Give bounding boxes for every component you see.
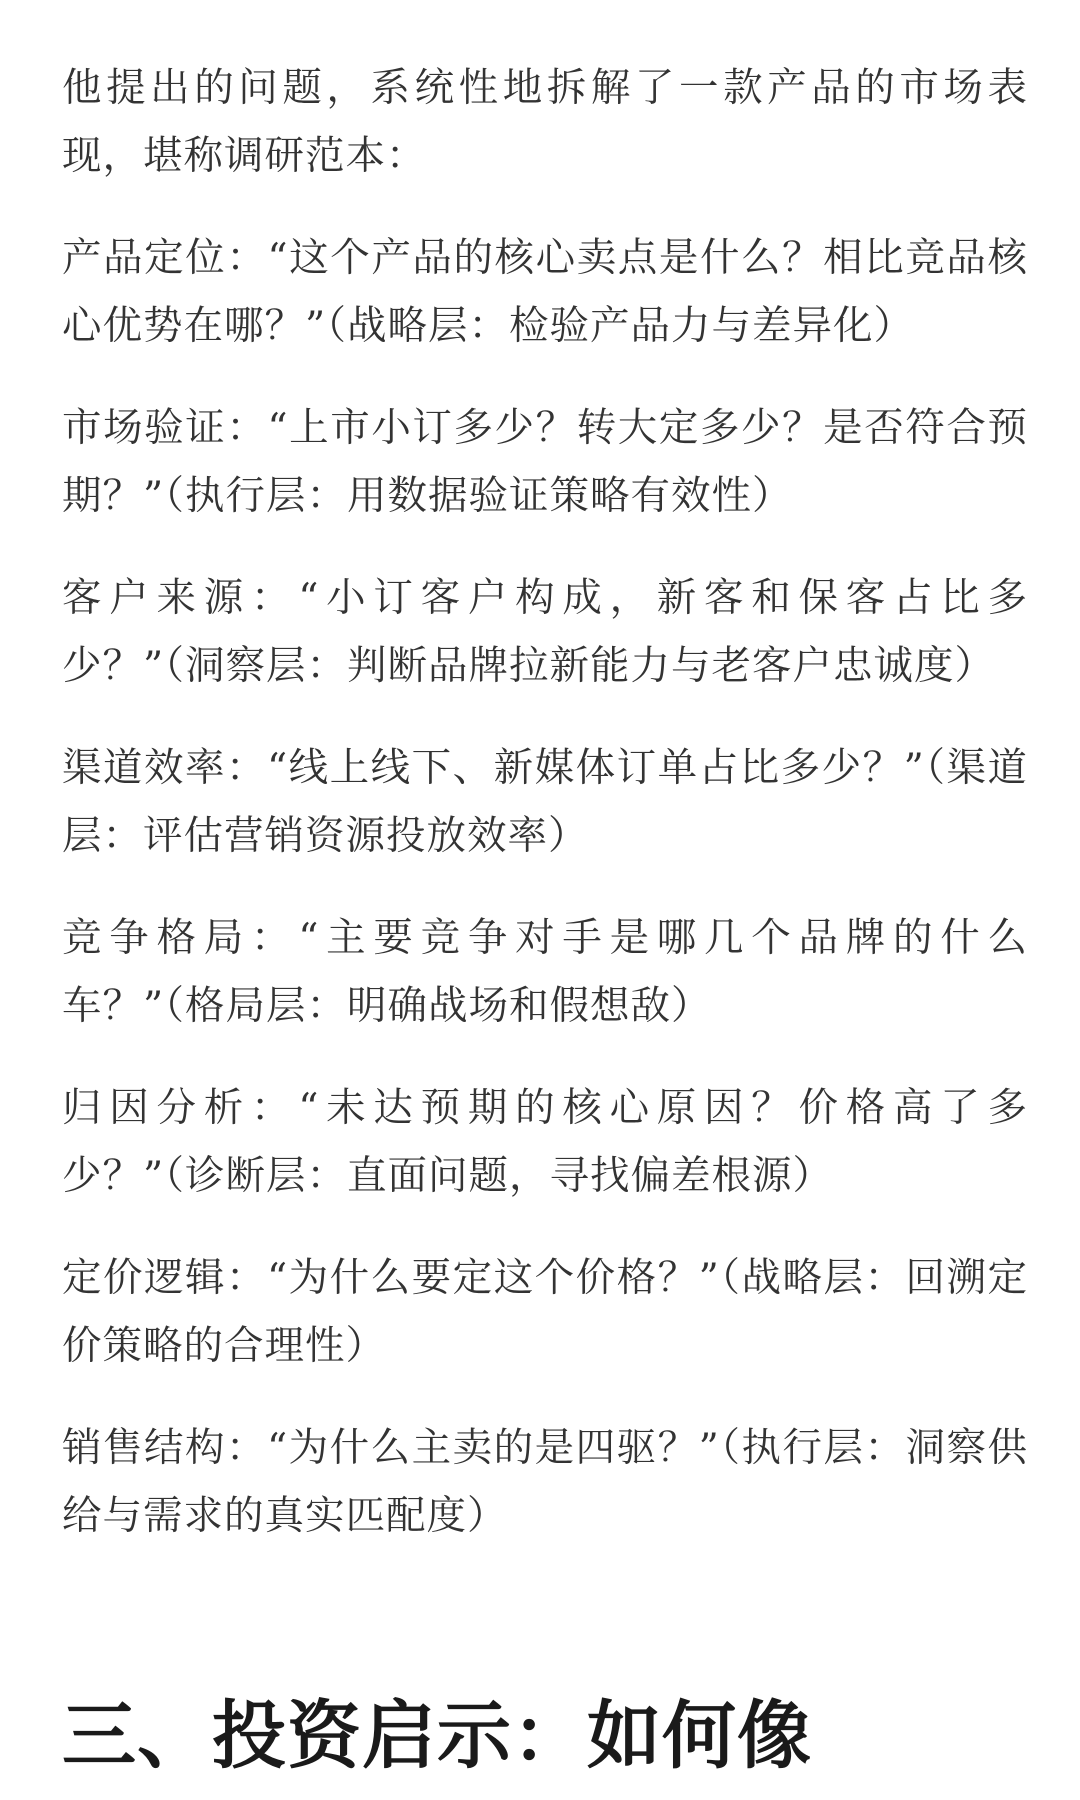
question-pricing-logic: 定价逻辑：“为什么要定这个价格？”（战略层：回溯定价策略的合理性） [62,1255,1028,1369]
question-competition: 竞争格局：“主要竞争对手是哪几个品牌的什么车？”（格局层：明确战场和假想敌） [62,915,1028,1029]
question-channel-efficiency: 渠道效率：“线上线下、新媒体订单占比多少？”（渠道层：评估营销资源投放效率） [62,745,1028,859]
intro-paragraph: 他提出的问题，系统性地拆解了一款产品的市场表现，堪称调研范本： [62,65,1028,179]
section-heading: 三、投资启示：如何像 [62,1693,812,1779]
question-product-positioning: 产品定位：“这个产品的核心卖点是什么？相比竞品核心优势在哪？”（战略层：检验产品力与差异化） [62,235,1028,349]
question-attribution: 归因分析：“未达预期的核心原因？价格高了多少？”（诊断层：直面问题，寻找偏差根源） [62,1085,1028,1199]
question-sales-structure: 销售结构：“为什么主卖的是四驱？”（执行层：洞察供给与需求的真实匹配度） [62,1425,1028,1539]
question-customer-source: 客户来源：“小订客户构成，新客和保客占比多少？”（洞察层：判断品牌拉新能力与老客户忠诚度） [62,575,1028,689]
article-body [62,54,1028,1786]
question-market-validation: 市场验证：“上市小订多少？转大定多少？是否符合预期？”（执行层：用数据验证策略有效性） [62,405,1028,519]
